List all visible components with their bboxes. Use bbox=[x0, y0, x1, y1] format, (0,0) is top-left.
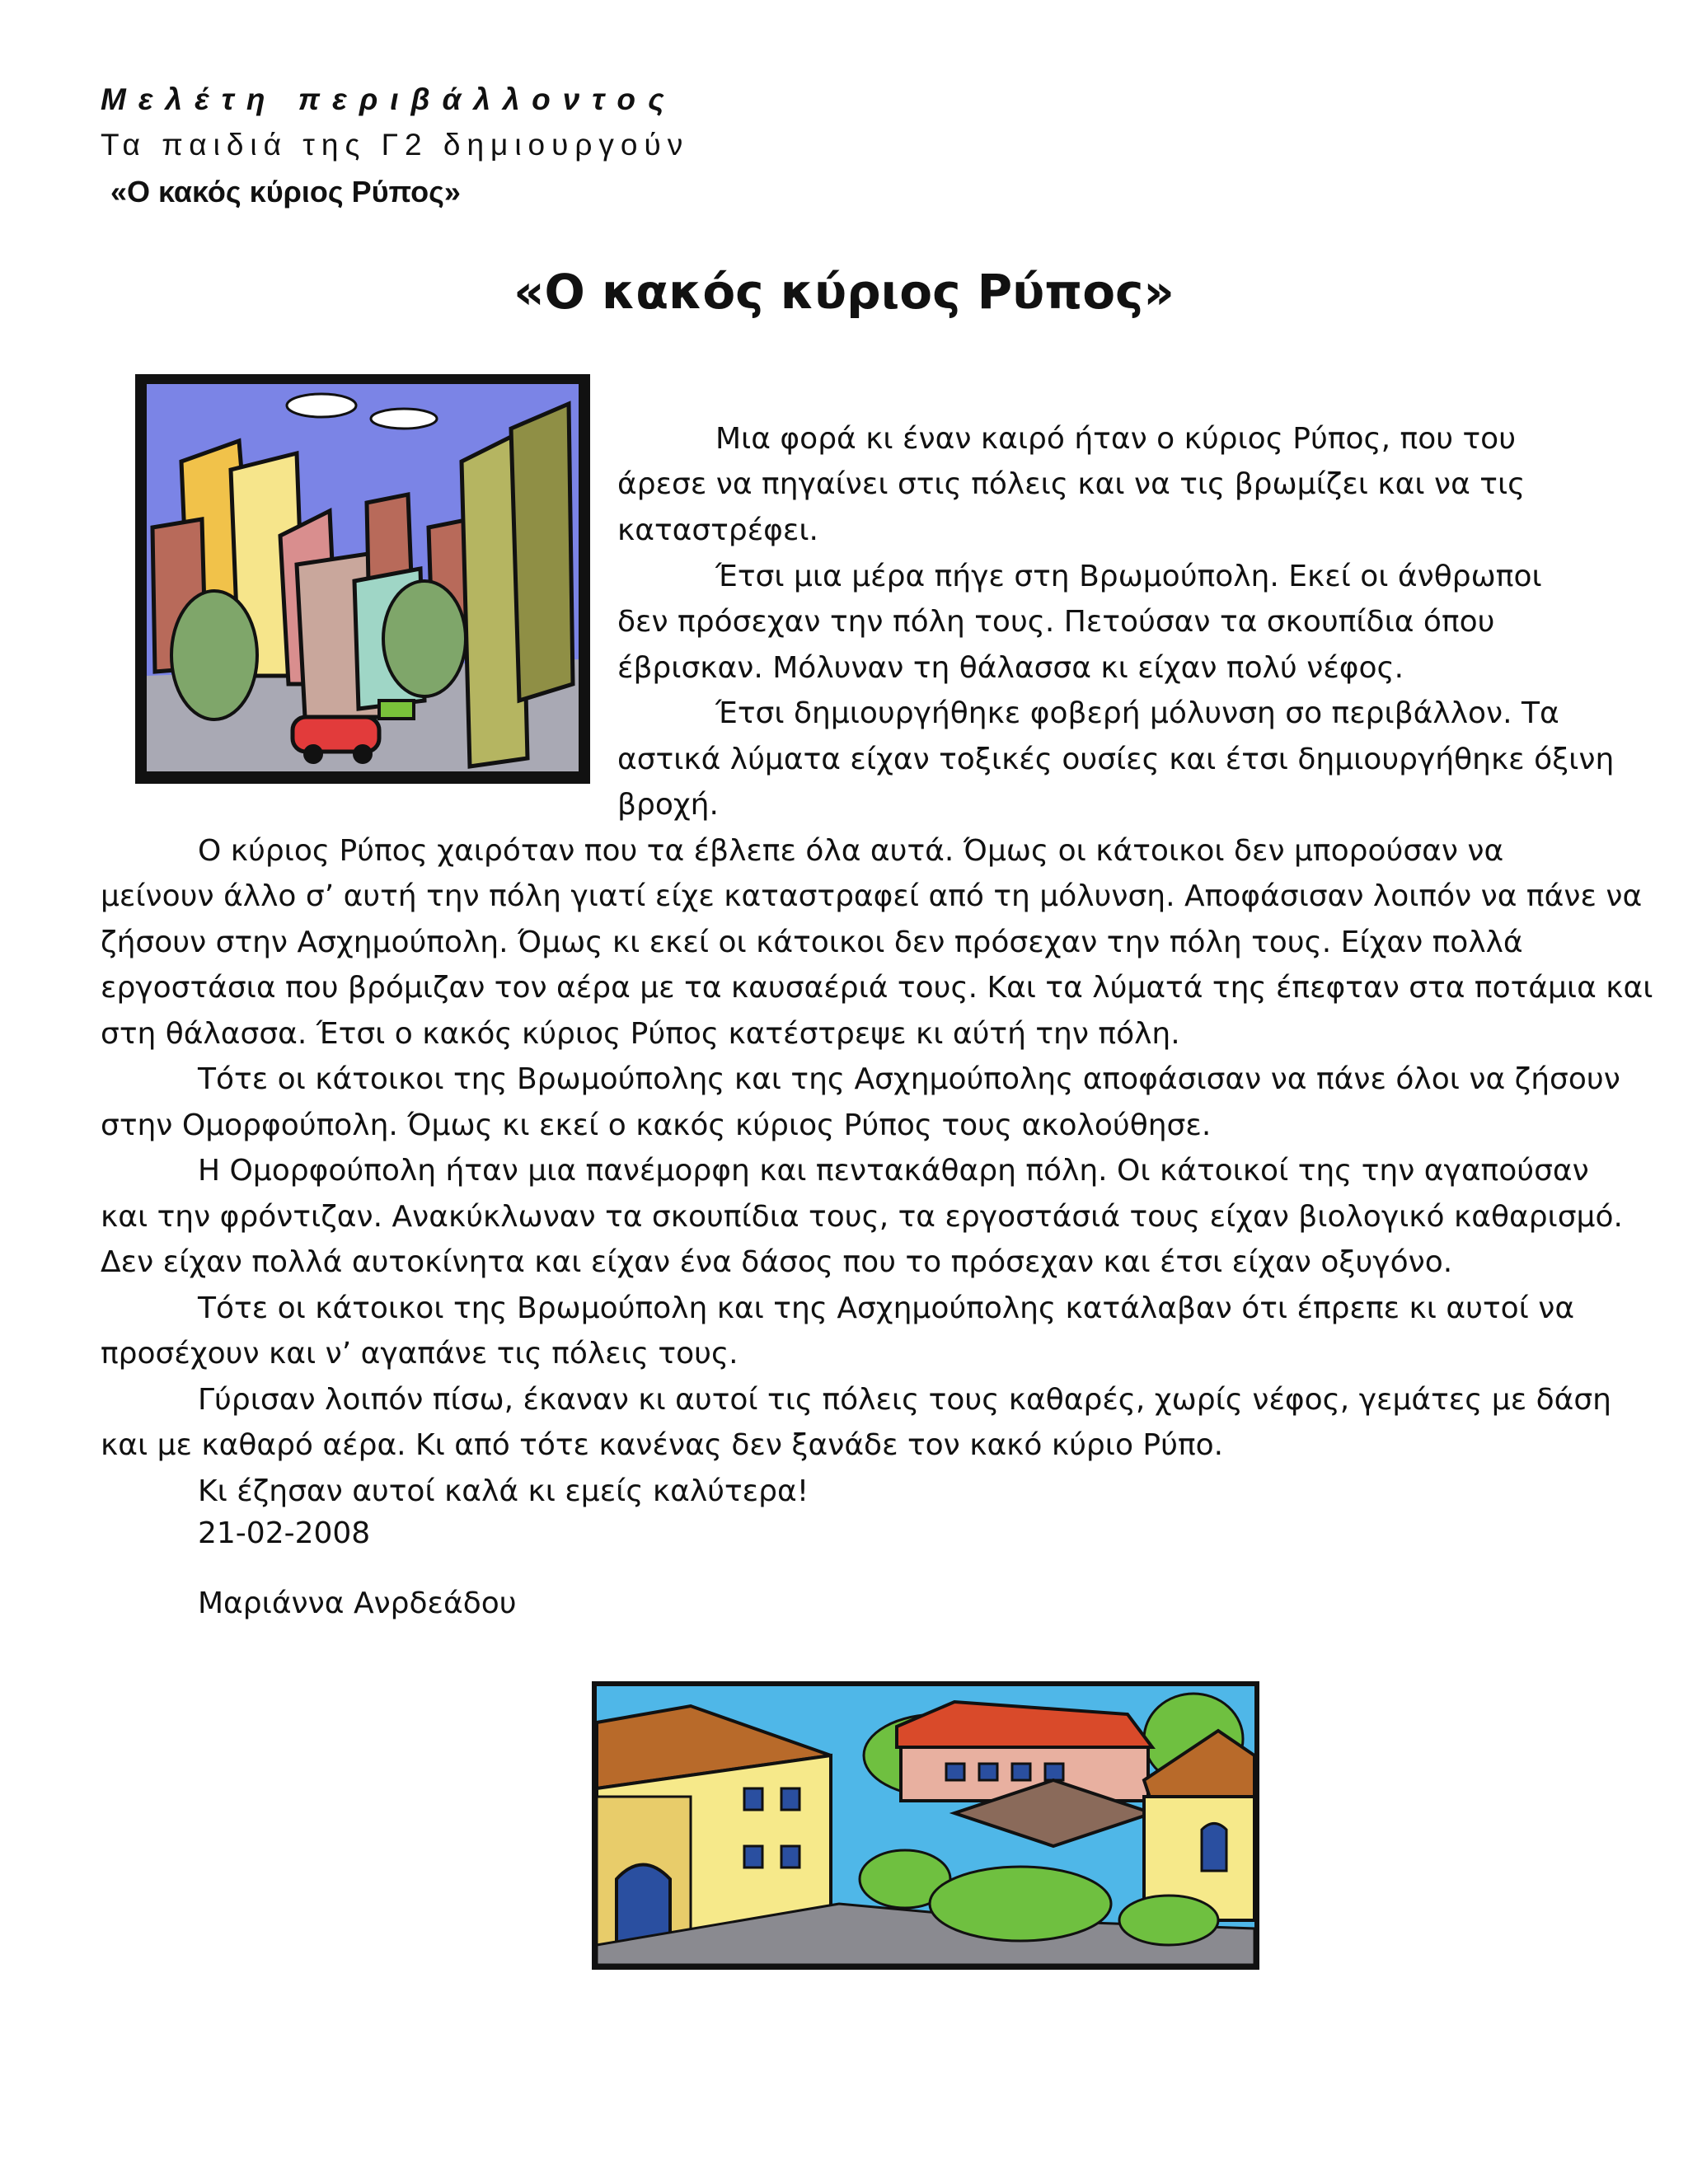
story-line: άρεσε να πηγαίνει στις πόλεις και να τις βρωμίζει και να τις bbox=[617, 467, 1526, 501]
story-line: Τότε οι κάτοικοι της Βρωμούπολης και της Ασχημούπολης αποφάσισαν να πάνε όλοι να ζήσουν bbox=[198, 1062, 1620, 1096]
story-line: δεν πρόσεχαν την πόλη τους. Πετούσαν τα σκουπίδια όπου bbox=[617, 605, 1495, 639]
story-line: στη θάλασσα. Έτσι ο κακός κύριος Ρύπος κατέστρεψε κι αύτή την πόλη. bbox=[101, 1017, 1180, 1051]
story-line: καταστρέφει. bbox=[617, 513, 818, 547]
story-line: Έτσι μια μέρα πήγε στη Βρωμούπολη. Εκεί οι άνθρωποι bbox=[715, 560, 1542, 593]
story-line: μείνουν άλλο σ’ αυτή την πόλη γιατί είχε καταστραφεί από τη μόλυνση. Αποφάσισαν λοιπόν να πάνε να bbox=[101, 879, 1643, 913]
story-line: Ο κύριος Ρύπος χαιρόταν που τα έβλεπε όλα αυτά. Όμως οι κάτοικοι δεν μπορούσαν να bbox=[198, 834, 1504, 868]
header-subject: Μελέτη περιβάλλοντος bbox=[101, 82, 677, 116]
story-line: εργοστάσια που βρόμιζαν τον αέρα με τα καυσαέριά τους. Και τα λύματά της έπεφταν στα ποτάμια και bbox=[101, 971, 1653, 1005]
story-line: Η Ομορφούπολη ήταν μια πανέμορφη και πεντακάθαρη πόλη. Οι κάτοικοί της την αγαπούσαν bbox=[198, 1154, 1589, 1188]
clean-town-illustration bbox=[592, 1681, 1259, 1970]
header-class-line: Τα παιδιά της Γ2 δημιουργούν bbox=[101, 128, 690, 162]
story-line: Τότε οι κάτοικοι της Βρωμούπολη και της Ασχημούπολης κατάλαβαν ότι έπρεπε κι αυτοί να bbox=[198, 1291, 1575, 1325]
story-line: Γύρισαν λοιπόν πίσω, έκαναν κι αυτοί τις πόλεις τους καθαρές, χωρίς νέφος, γεμάτες με δάση bbox=[198, 1383, 1611, 1417]
story-date: 21-02-2008 bbox=[198, 1516, 371, 1550]
story-line: Μια φορά κι έναν καιρό ήταν ο κύριος Ρύπος, που του bbox=[715, 422, 1517, 456]
header-story-title: «Ο κακός κύριος Ρύπος» bbox=[110, 175, 461, 209]
story-line: έβρισκαν. Μόλυναν τη θάλασσα κι είχαν πολύ νέφος. bbox=[617, 651, 1404, 685]
story-line: αστικά λύματα είχαν τοξικές ουσίες και έτσι δημιουργήθηκε όξινη bbox=[617, 743, 1615, 776]
story-line: Έτσι δημιουργήθηκε φοβερή μόλυνση σο περιβάλλον. Τα bbox=[715, 696, 1559, 730]
story-line: και την φρόντιζαν. Ανακύκλωναν τα σκουπίδια τους, τα εργοστάσιά τους είχαν βιολογικό καθαρισμό. bbox=[101, 1200, 1623, 1234]
story-line: Δεν είχαν πολλά αυτοκίνητα και είχαν ένα δάσος που το πρόσεχαν και έτσι είχαν οξυγόνο. bbox=[101, 1245, 1453, 1279]
story-line: στην Ομορφούπολη. Όμως κι εκεί ο κακός κύριος Ρύπος τους ακολούθησε. bbox=[101, 1108, 1212, 1142]
page-title: «Ο κακός κύριος Ρύπος» bbox=[513, 264, 1175, 320]
story-line: ζήσουν στην Ασχημούπολη. Όμως κι εκεί οι κάτοικοι δεν πρόσεχαν την πόλη τους. Είχαν πολλά bbox=[101, 926, 1523, 959]
story-line: και με καθαρό αέρα. Κι από τότε κανένας δεν ξανάδε τον κακό κύριο Ρύπο. bbox=[101, 1428, 1224, 1462]
story-line: Κι έζησαν αυτοί καλά κι εμείς καλύτερα! bbox=[198, 1474, 809, 1508]
story-line: βροχή. bbox=[617, 788, 719, 822]
story-line: προσέχουν και ν’ αγαπάνε τις πόλεις τους. bbox=[101, 1337, 738, 1371]
story-author: Μαριάννα Ανρδεάδου bbox=[198, 1586, 517, 1620]
polluted-city-illustration bbox=[132, 371, 593, 787]
